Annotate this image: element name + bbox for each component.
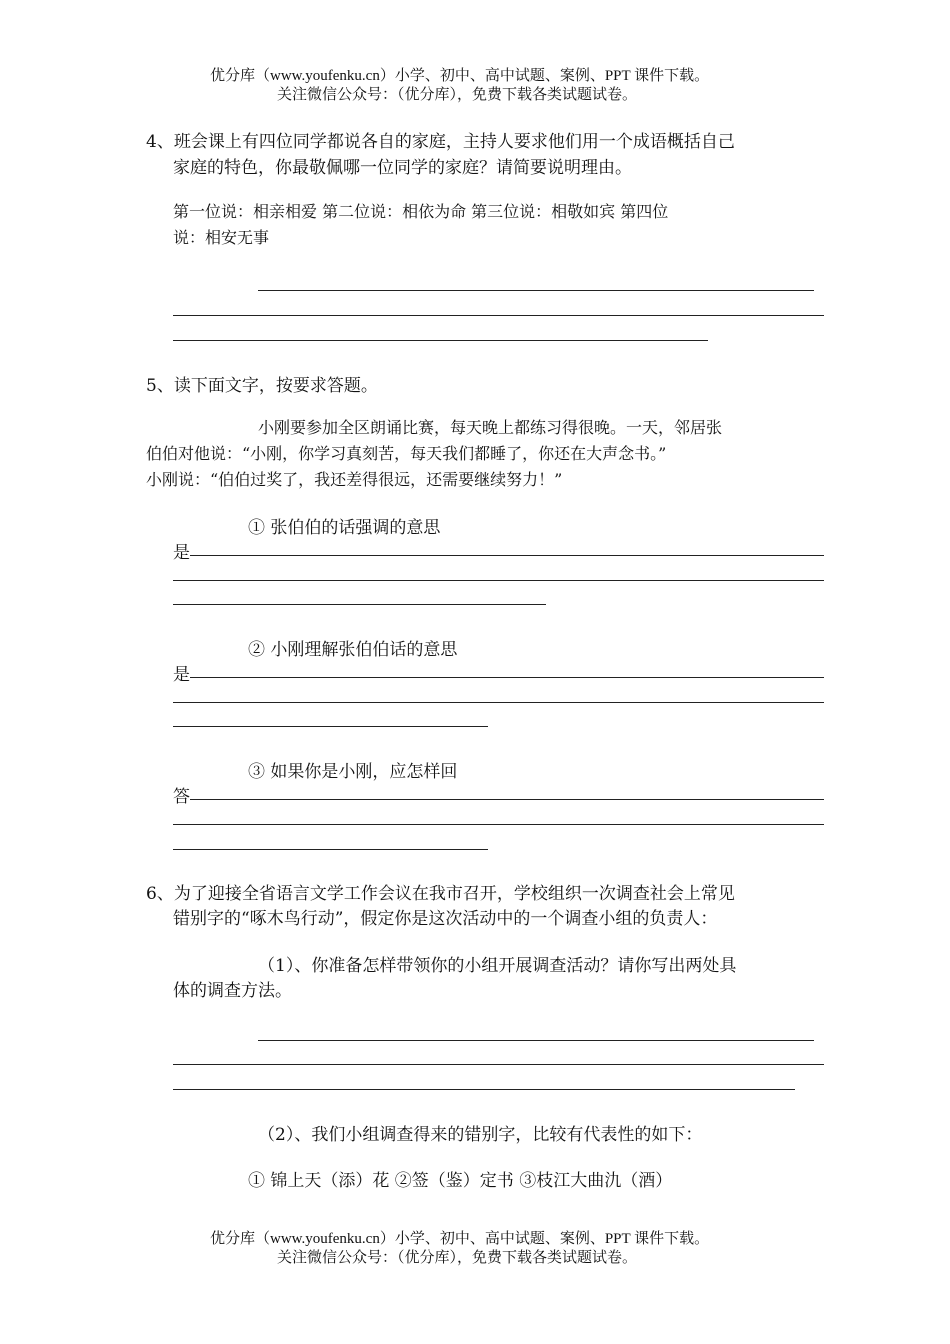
q5-answer-line[interactable] — [173, 702, 824, 703]
q5-answer-line[interactable] — [173, 604, 546, 605]
q5-title: 5、读下面文字，按要求答题。 — [146, 376, 378, 396]
q5-answer-line[interactable] — [173, 849, 488, 850]
q5-subquestion-2: ② 小刚理解张伯伯话的意思 — [248, 640, 458, 660]
q5-passage-line-1: 小刚要参加全区朗诵比赛，每天晚上都练习得很晚。一天，邻居张 — [258, 418, 723, 437]
q5-answer-line[interactable] — [190, 799, 824, 800]
footer-line-1: 优分库（www.youfenku.cn）小学、初中、高中试题、案例、PPT 课件下载。 — [210, 1231, 710, 1247]
q6-answer-line[interactable] — [258, 1040, 814, 1041]
q5-subquestion-1: ① 张伯伯的话强调的意思 — [248, 518, 441, 538]
q6-answer-line[interactable] — [173, 1089, 795, 1090]
q5-passage-line-3: 小刚说：“伯伯过奖了，我还差得很远，还需要继续努力！” — [146, 470, 563, 489]
q6-part-1-line-1: （1）、你准备怎样带领你的小组开展调查活动？请你写出两处具 — [258, 956, 737, 976]
header-line-1: 优分库（www.youfenku.cn）小学、初中、高中试题、案例、PPT 课件下载。 — [210, 68, 710, 84]
q5-subquestion-3: ③ 如果你是小刚，应怎样回 — [248, 762, 458, 782]
q4-options-line-1: 第一位说：相亲相爱 第二位说：相依为命 第三位说：相敬如宾 第四位 — [173, 202, 669, 221]
q5-answer-line[interactable] — [190, 677, 824, 678]
q5-subquestion-2-tail: 是 — [173, 665, 190, 685]
q5-passage-line-2: 伯伯对他说：“小刚，你学习真刻苦，每天我们都睡了，你还在大声念书。” — [146, 444, 667, 463]
q6-part-1-line-2: 体的调查方法。 — [173, 981, 292, 1001]
q4-answer-line[interactable] — [258, 290, 814, 291]
q4-answer-line[interactable] — [173, 315, 824, 316]
q5-answer-line[interactable] — [173, 726, 488, 727]
q6-examples: ① 锦上天（添）花 ②签（鉴）定书 ③枝江大曲氿（酒） — [248, 1171, 673, 1191]
q4-answer-line[interactable] — [173, 340, 708, 341]
q4-options-line-2: 说：相安无事 — [173, 228, 270, 247]
q5-subquestion-3-tail: 答 — [173, 787, 190, 807]
q5-answer-line[interactable] — [190, 555, 824, 556]
q6-prompt-line-2: 错别字的“啄木鸟行动”，假定你是这次活动中的一个调查小组的负责人： — [173, 909, 718, 929]
q4-prompt-line-1: 4、班会课上有四位同学都说各自的家庭，主持人要求他们用一个成语概括自己 — [146, 132, 735, 152]
q5-answer-line[interactable] — [173, 580, 824, 581]
header-line-2: 关注微信公众号：（优分库），免费下载各类试题试卷。 — [277, 87, 638, 103]
q5-answer-line[interactable] — [173, 824, 824, 825]
q4-prompt-line-2: 家庭的特色，你最敬佩哪一位同学的家庭？请简要说明理由。 — [173, 158, 632, 178]
footer-line-2: 关注微信公众号：（优分库），免费下载各类试题试卷。 — [277, 1250, 638, 1266]
q6-answer-line[interactable] — [173, 1064, 824, 1065]
q6-part-2: （2）、我们小组调查得来的错别字，比较有代表性的如下： — [258, 1125, 703, 1145]
q5-subquestion-1-tail: 是 — [173, 543, 190, 563]
q6-prompt-line-1: 6、为了迎接全省语言文学工作会议在我市召开，学校组织一次调查社会上常见 — [146, 884, 735, 904]
